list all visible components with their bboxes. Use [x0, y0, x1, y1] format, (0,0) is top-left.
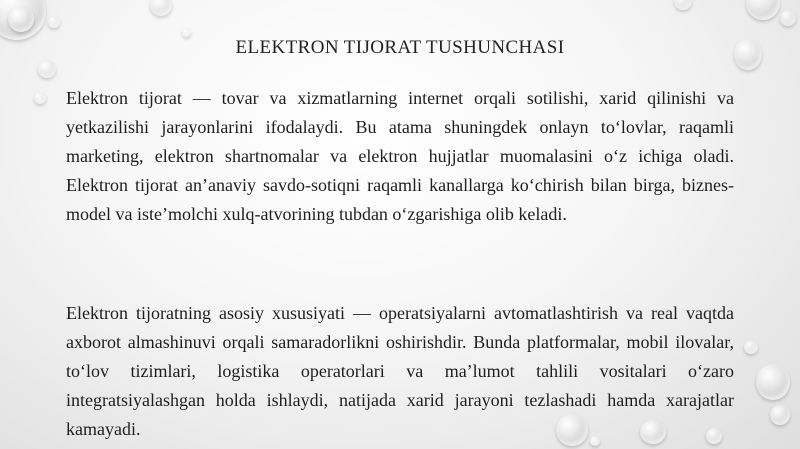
paragraph-definition: Elektron tijorat — tovar va xizmatlarning internet orqali sotilishi, xarid qilinishi va yetkazilishi jarayonlarini ifodalaydi. Bu atama shuningdek onlayn to‘lovlar, raqamli marketing, elektron shartnomalar va elektron hujjatlar muomalasini o‘z ichiga oladi. Elektron tijorat an’anaviy savdo-sotiqni raqamli kanallarga ko‘chirish bilan birga, biznes-model va iste’molchi xulq-atvorining tubdan o‘zgarishiga olib keladi.	[66, 88, 734, 224]
water-droplet-decoration	[8, 6, 34, 32]
water-droplet-decoration	[674, 0, 692, 10]
water-droplet-decoration	[150, 0, 172, 16]
water-droplet-decoration	[182, 28, 191, 37]
water-droplet-decoration	[34, 92, 46, 104]
paragraph-features: Elektron tijoratning asosiy xususiyati — operatsiyalarni avtomatlashtirish va real vaqtda axborot almashinuvi orqali samaradorlikni oshirishdir. Bunda platformalar, mobil ilovalar, to‘lov tizimlari, logistika operatorlari va ma’lumot tahlili vositalari o‘zaro integratsiyalashgan holda ishlaydi, natijada xarid jarayoni tezlashadi hamda xarajatlar kamayadi.	[66, 303, 734, 439]
water-droplet-decoration	[756, 364, 790, 400]
water-droplet-decoration	[770, 405, 790, 425]
water-droplet-decoration	[48, 16, 60, 28]
slide-title: ELEKTRON TIJORAT TUSHUNCHASI	[235, 37, 565, 58]
water-droplet-decoration	[780, 10, 796, 26]
water-droplet-decoration	[746, 0, 780, 20]
water-droplet-decoration	[744, 340, 758, 354]
water-droplet-decoration	[38, 60, 56, 78]
